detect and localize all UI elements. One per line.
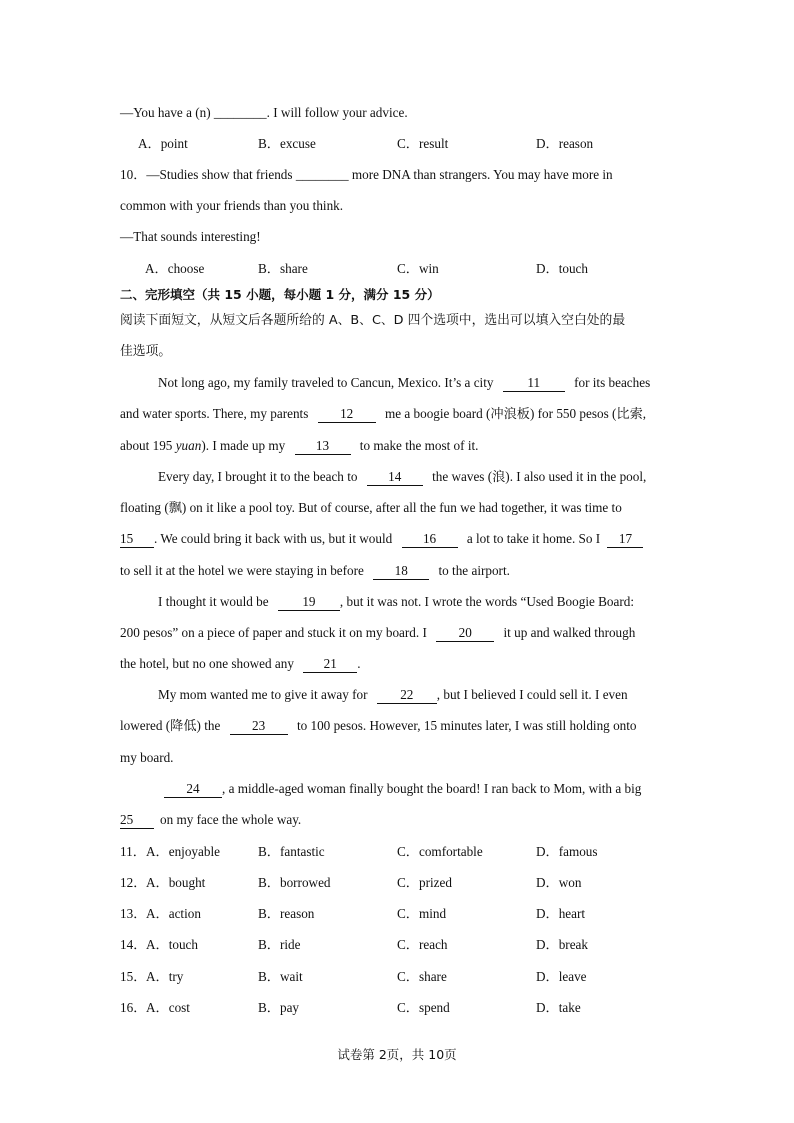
section-instruction-2: 佳选项。 [120, 344, 172, 359]
blank-19: 19 [278, 594, 340, 611]
q9-option-a: A．point [138, 136, 188, 151]
option-c: C．comfortable [397, 844, 483, 859]
passage-line [164, 779, 641, 799]
blank-21: 21 [303, 656, 357, 673]
passage-line [120, 404, 646, 424]
q9-reply: —You have a (n) ________. I will follow your advice. [120, 105, 408, 120]
option-c: C．mind [397, 906, 447, 921]
passage-text: Not long ago, my family traveled to Cancun, Mexico. It’s a city [158, 375, 494, 390]
blank-12: 12 [318, 406, 376, 423]
option-a: A．cost [146, 1000, 190, 1015]
q10-line2: common with your friends than you think. [120, 198, 344, 213]
passage-text: to the airport. [438, 563, 510, 578]
option-b: B．ride [258, 937, 301, 952]
passage-text: 200 pesos” on a piece of paper and stuck it on my board. I [120, 625, 427, 640]
option-d: D．won [536, 875, 582, 890]
passage-line [120, 561, 510, 581]
passage-text-italic: yuan [175, 438, 202, 453]
question-number: 12． [120, 875, 147, 890]
passage-text: . We could bring it back with us, but it would [154, 531, 393, 546]
passage-line: my board. [120, 750, 174, 765]
passage-text: Every day, I brought it to the beach to [158, 469, 358, 484]
passage-text: , but it was not. I wrote the words “Used Boogie Board: [339, 594, 635, 609]
blank-15: 15 [120, 531, 154, 548]
passage-line [158, 592, 634, 612]
blank-18: 18 [373, 563, 429, 580]
passage-text: me a boogie board (冲浪板) for 550 pesos (比索, [384, 406, 647, 421]
q9-option-d: D．reason [536, 136, 594, 151]
passage-line: floating (飘) on it like a pool toy. But of course, after all the fun we had together, it was time to [120, 500, 622, 515]
blank-14: 14 [367, 469, 423, 486]
passage-line [120, 654, 361, 674]
option-b: B．borrowed [258, 875, 331, 890]
option-d: D．leave [536, 969, 587, 984]
passage-line [120, 623, 635, 643]
option-d: D．heart [536, 906, 586, 921]
passage-text: , a middle-aged woman finally bought the board! I ran back to Mom, with a big [222, 781, 642, 796]
option-a: A．touch [146, 937, 199, 952]
section-heading: 二、完形填空（共 15 小题，每小题 1 分，满分 15 分） [120, 287, 440, 302]
question-number: 14． [120, 937, 147, 952]
question-number: 13． [120, 906, 147, 921]
blank-22: 22 [377, 687, 437, 704]
blank-11: 11 [503, 375, 565, 392]
question-number: 16． [120, 1000, 147, 1015]
q10-option-b: B．share [258, 261, 308, 276]
passage-text: the waves (浪). I also used it in the pool, [432, 469, 647, 484]
passage-text: the hotel, but no one showed any [120, 656, 294, 671]
q10-option-a: A．choose [145, 261, 205, 276]
question-number: 15． [120, 969, 147, 984]
option-c: C．share [397, 969, 447, 984]
option-b: B．reason [258, 906, 315, 921]
blank-16: 16 [402, 531, 458, 548]
option-a: A．bought [146, 875, 206, 890]
blank-13: 13 [295, 438, 351, 455]
page-footer: 试卷第 2页，共 10页 [337, 1047, 457, 1062]
passage-text: , but I believed I could sell it. I even [436, 687, 628, 702]
passage-text: My mom wanted me to give it away for [158, 687, 368, 702]
passage-text: a lot to take it home. So I [466, 531, 601, 546]
blank-25: 25 [120, 812, 154, 829]
passage-text: to make the most of it. [359, 438, 479, 453]
passage-text: ). I made up my [201, 438, 286, 453]
option-a: A．enjoyable [146, 844, 220, 859]
q9-option-b: B．excuse [258, 136, 316, 151]
option-d: D．take [536, 1000, 581, 1015]
passage-text: . [357, 656, 361, 671]
passage-text: for its beaches [574, 375, 651, 390]
option-d: D．famous [536, 844, 598, 859]
passage-line [158, 373, 650, 393]
section-instruction-1: 阅读下面短文，从短文后各题所给的 A、B、C、D 四个选项中，选出可以填入空白处的最 [120, 313, 626, 328]
passage-line [158, 685, 628, 705]
passage-line [120, 810, 301, 830]
option-b: B．fantastic [258, 844, 325, 859]
passage-line [120, 716, 637, 736]
passage-text: it up and walked through [503, 625, 636, 640]
passage-text: about 195 [120, 438, 173, 453]
option-c: C．reach [397, 937, 448, 952]
option-c: C．prized [397, 875, 452, 890]
q10-option-c: C．win [397, 261, 439, 276]
option-c: C．spend [397, 1000, 450, 1015]
option-d: D．break [536, 937, 588, 952]
passage-text: lowered (降低) the [120, 718, 221, 733]
passage-text: I thought it would be [158, 594, 269, 609]
option-a: A．try [146, 969, 184, 984]
blank-24: 24 [164, 781, 222, 798]
blank-20: 20 [436, 625, 494, 642]
passage-line [158, 467, 646, 487]
question-number: 11． [120, 844, 146, 859]
passage-line [120, 529, 643, 549]
passage-line [120, 436, 478, 456]
passage-text: to 100 pesos. However, 15 minutes later, I was still holding onto [296, 718, 637, 733]
option-b: B．pay [258, 1000, 300, 1015]
blank-17: 17 [607, 531, 643, 548]
q10-option-d: D．touch [536, 261, 589, 276]
q10-line1: 10．—Studies show that friends ________ more DNA than strangers. You may have more in [120, 167, 613, 182]
q9-option-c: C．result [397, 136, 449, 151]
option-b: B．wait [258, 969, 303, 984]
blank-23: 23 [230, 718, 288, 735]
passage-text: on my face the whole way. [160, 812, 302, 827]
option-a: A．action [146, 906, 201, 921]
q10-line3: —That sounds interesting! [120, 229, 261, 244]
passage-text: and water sports. There, my parents [120, 406, 309, 421]
passage-text: to sell it at the hotel we were staying in before [120, 563, 364, 578]
